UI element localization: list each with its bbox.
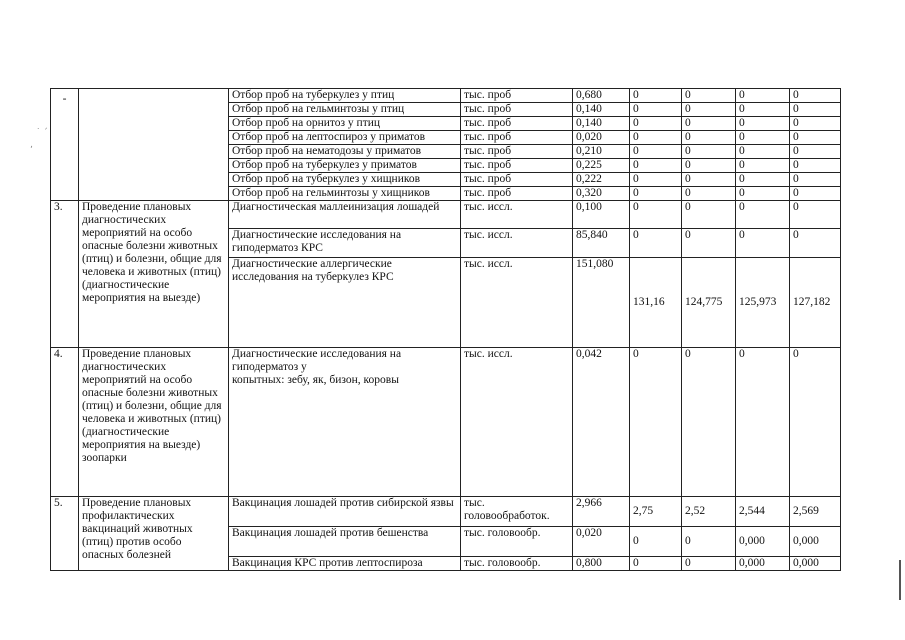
- section-title: Проведение плановых профилактических вакцинаций животных (птиц) против особо опасных болезней: [79, 497, 229, 571]
- value-cell: 0,800: [573, 557, 630, 571]
- value-cell: 0,000: [736, 557, 790, 571]
- value-cell: 0: [790, 103, 841, 117]
- value-cell: 0: [736, 229, 790, 258]
- section-number: 3.: [51, 201, 79, 348]
- value-cell: 0,320: [573, 187, 630, 201]
- value-cell: 124,775: [682, 258, 736, 348]
- value-cell: 0: [790, 117, 841, 131]
- value-cell: 0,222: [573, 173, 630, 187]
- table-row: [51, 348, 841, 497]
- value-cell: 0: [630, 187, 682, 201]
- value-cell: 0: [790, 229, 841, 258]
- value-cell: 0: [682, 557, 736, 571]
- value-cell: 2,52: [682, 497, 736, 527]
- row-name: Диагностические исследования на гиподерматоз КРС: [229, 229, 461, 258]
- value-cell: 0,020: [573, 131, 630, 145]
- row-name: Отбор проб на орнитоз у птиц: [229, 117, 461, 131]
- value-cell: 0: [630, 159, 682, 173]
- value-cell: 0: [630, 348, 682, 497]
- table-row: [51, 497, 841, 527]
- section-number: 5.: [51, 497, 79, 571]
- value-cell: 0,140: [573, 103, 630, 117]
- value-cell: 0: [630, 89, 682, 103]
- row-name: Отбор проб на гельминтозы у птиц: [229, 103, 461, 117]
- value-cell: 127,182: [790, 258, 841, 348]
- value-cell: 0: [630, 173, 682, 187]
- value-cell: 0: [630, 117, 682, 131]
- value-cell: 0: [736, 348, 790, 497]
- value-cell: 0: [790, 145, 841, 159]
- value-cell: 0,000: [790, 527, 841, 557]
- value-cell: 0,680: [573, 89, 630, 103]
- table-row: [51, 201, 841, 229]
- value-cell: 0: [682, 527, 736, 557]
- margin-mark-2: ‚: [30, 140, 33, 150]
- value-cell: 0: [682, 159, 736, 173]
- value-cell: 2,544: [736, 497, 790, 527]
- row-unit: тыс. иссл.: [461, 348, 573, 497]
- row-unit: тыс. головообр.: [461, 557, 573, 571]
- row-unit: тыс. проб: [461, 103, 573, 117]
- value-cell: 0: [790, 173, 841, 187]
- value-cell: 0,000: [790, 557, 841, 571]
- row-unit: тыс. проб: [461, 117, 573, 131]
- value-cell: 0: [736, 89, 790, 103]
- value-cell: 0: [790, 187, 841, 201]
- page-edge-mark: [899, 560, 901, 600]
- value-cell: 0,000: [736, 527, 790, 557]
- row-name: Отбор проб на туберкулез у приматов: [229, 159, 461, 173]
- value-cell: 0: [736, 201, 790, 229]
- value-cell: 0: [736, 187, 790, 201]
- value-cell: 125,973: [736, 258, 790, 348]
- section-title: Проведение плановых диагностических мероприятий на особо опасные болезни животных (птиц) и болезни, общие для человека и животных (птиц) (диагностические мероприятия на выезде): [79, 201, 229, 348]
- value-cell: 2,75: [630, 497, 682, 527]
- value-cell: 0: [630, 527, 682, 557]
- value-cell: 131,16: [630, 258, 682, 348]
- row-unit: тыс. проб: [461, 173, 573, 187]
- value-cell: 0: [682, 117, 736, 131]
- row-name: Отбор проб на туберкулез у птиц: [229, 89, 461, 103]
- row-name: Отбор проб на лептоспироз у приматов: [229, 131, 461, 145]
- row-name: Диагностическая маллеинизация лошадей: [229, 201, 461, 229]
- row-unit: тыс. иссл.: [461, 201, 573, 229]
- section-title: Проведение плановых диагностических мероприятий на особо опасные болезни животных (птиц) и болезни, общие для человека и животных (птиц) (диагностические мероприятия на выезде) зоопарки: [79, 348, 229, 497]
- value-cell: 0,042: [573, 348, 630, 497]
- value-cell: 0: [790, 201, 841, 229]
- row-name: Вакцинация КРС против лептоспироза: [229, 557, 461, 571]
- value-cell: 0: [682, 187, 736, 201]
- row-name-line: гиподерматоз у: [232, 361, 307, 373]
- row-unit: тыс. иссл.: [461, 258, 573, 348]
- value-cell: 0: [682, 348, 736, 497]
- section-number: 4.: [51, 348, 79, 497]
- row-name: Отбор проб на нематодозы у приматов: [229, 145, 461, 159]
- value-cell: 0: [790, 159, 841, 173]
- value-cell: 2,569: [790, 497, 841, 527]
- value-cell: 2,966: [573, 497, 630, 527]
- row-unit: тыс. головообработок.: [461, 497, 573, 527]
- section-title-cell: [79, 89, 229, 201]
- value-cell: 151,080: [573, 258, 630, 348]
- value-cell: 0: [736, 131, 790, 145]
- value-cell: 85,840: [573, 229, 630, 258]
- row-name: Отбор проб на гельминтозы у хищников: [229, 187, 461, 201]
- value-cell: 0,210: [573, 145, 630, 159]
- value-cell: 0,020: [573, 527, 630, 557]
- value-cell: 0: [630, 201, 682, 229]
- value-cell: 0: [736, 159, 790, 173]
- value-cell: 0: [736, 103, 790, 117]
- row-unit: тыс. головообр.: [461, 527, 573, 557]
- row-name-line: Диагностические исследования на: [232, 348, 402, 360]
- row-unit: тыс. проб: [461, 159, 573, 173]
- row-name: Отбор проб на туберкулез у хищников: [229, 173, 461, 187]
- row-unit: тыс. проб: [461, 145, 573, 159]
- value-cell: 0: [790, 131, 841, 145]
- row-name-line: копытных: зебу, як, бизон, коровы: [232, 374, 399, 386]
- value-cell: 0: [682, 89, 736, 103]
- value-cell: 0: [630, 557, 682, 571]
- value-cell: 0: [630, 229, 682, 258]
- row-unit: тыс. иссл.: [461, 229, 573, 258]
- value-cell: 0: [736, 145, 790, 159]
- value-cell: 0,140: [573, 117, 630, 131]
- value-cell: 0,100: [573, 201, 630, 229]
- row-number-cell: -: [51, 89, 79, 201]
- value-cell: 0: [790, 348, 841, 497]
- row-name: [229, 348, 461, 497]
- row-name: Диагностические аллергические исследования на туберкулез КРС: [229, 258, 461, 348]
- value-cell: 0: [790, 89, 841, 103]
- row-unit: тыс. проб: [461, 131, 573, 145]
- value-cell: 0: [682, 131, 736, 145]
- value-cell: 0: [682, 173, 736, 187]
- table-row: [51, 89, 841, 103]
- value-cell: 0: [682, 229, 736, 258]
- row-name: Вакцинация лошадей против бешенства: [229, 527, 461, 557]
- row-unit: тыс. проб: [461, 187, 573, 201]
- row-name: Вакцинация лошадей против сибирской язвы: [229, 497, 461, 527]
- data-table: [50, 88, 841, 571]
- value-cell: 0: [630, 145, 682, 159]
- value-cell: 0: [736, 117, 790, 131]
- value-cell: 0: [682, 201, 736, 229]
- value-cell: 0: [630, 103, 682, 117]
- value-cell: 0: [682, 103, 736, 117]
- margin-mark: ˙ ´: [36, 128, 48, 138]
- value-cell: 0: [630, 131, 682, 145]
- value-cell: 0: [736, 173, 790, 187]
- value-cell: 0: [682, 145, 736, 159]
- value-cell: 0,225: [573, 159, 630, 173]
- row-unit: тыс. проб: [461, 89, 573, 103]
